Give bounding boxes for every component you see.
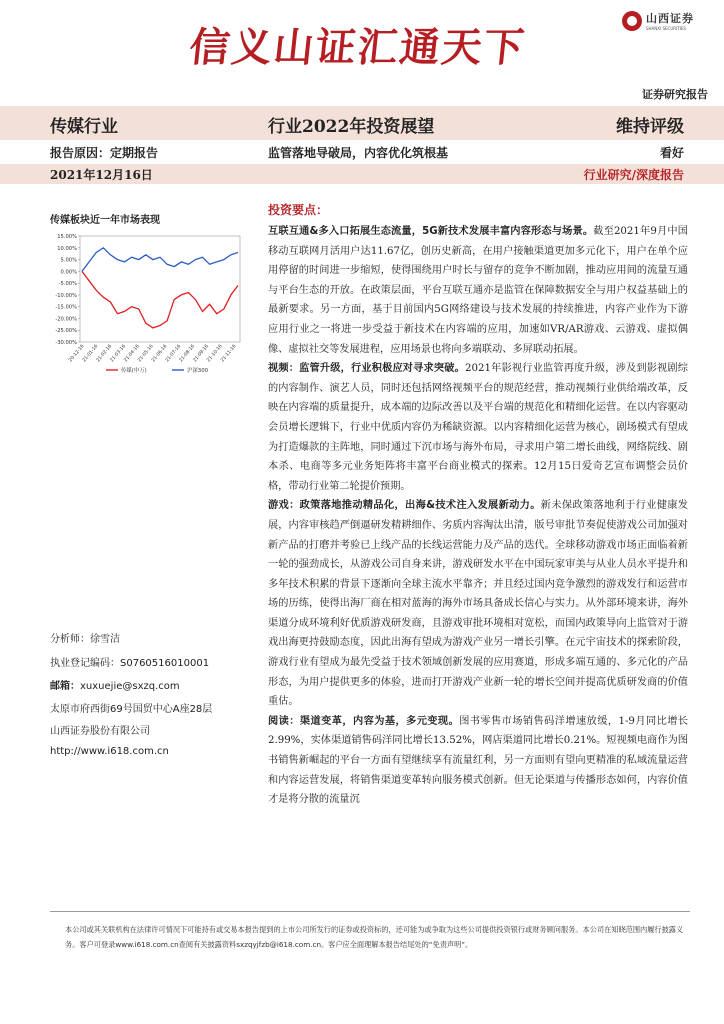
market-performance-chart <box>44 230 248 390</box>
x-tick-label: 21-10-16 <box>206 344 224 364</box>
rating-label: 维持评级 <box>616 117 684 137</box>
y-tick-label: -20.00% <box>55 316 77 323</box>
chart-title: 传媒板块近一年市场表现 <box>50 215 160 226</box>
x-tick-label: 20-12-16 <box>68 344 86 364</box>
logo-mark-icon <box>622 11 642 31</box>
report-body <box>268 222 688 810</box>
x-tick-label: 21-02-16 <box>95 344 114 364</box>
analyst-email-row <box>50 677 180 692</box>
paragraph-games: 游戏：政策落地推动精品化，出海&技术注入发展新动力。新未保政策落地利于行业健康发展，内容审核趋严倒逼研发精耕细作、劣质内容淘汰出清，版号审批节奏促使游戏公司加强对新产品的打磨并考验已上线产品的长线运营能力及产品的迭代。全球移动游戏市场正面临着新一轮的强劲成长，从游戏公司自身来讲，游戏研发水平在中国玩家审美与从业人员水平提升和多年技术积累的背景下逐渐向全球主流水平靠齐；并且经过国内竞争激烈的游戏发行和运营市场的历练，使得出海厂商在相对蓝海的海外市场具备成长信心与实力。从外部环境来讲，海外渠道分成环境利好优质游戏研发商，且游戏审批环境相对宽松，而国内政策导向上监管对于游戏出海更持鼓励态度，因此出海有望成为游戏产业另一增长引擎。在元宇宙技术的探索阶段，游戏行业有望成为最先受益于技术领域创新发展的应用赛道，形成多端互通的、多元化的产品形态，为用户提供更多的体验，进而打开游戏产业新一轮的增长空间并提高优质研发商的价值重估。 <box>268 500 689 708</box>
footer-divider <box>50 911 690 912</box>
series-line-0 <box>82 271 238 328</box>
report-reason: 报告原因：定期报告 <box>50 146 159 160</box>
report-title: 行业2022年投资展望 <box>268 117 435 137</box>
x-tick-label: 21-08-16 <box>178 344 197 364</box>
report-date: 2021年12月16日 <box>50 168 153 182</box>
analyst-address: 太原市府西街69号国贸中心A座28层 <box>50 704 213 715</box>
x-tick-label: 21-03-16 <box>109 344 127 364</box>
disclaimer-footer: 本公司或其关联机构在法律许可情况下可能持有或交易本报告提到的上市公司所发行的证券或投资标的，还可能为或争取为这些公司提供投资银行或财务顾问服务。本公司在知晓范围内履行披露义务。客户可登录www.i618.com.cn查阅有关披露资料sxzqyjfzb@i618.com.cn。客户应全面理解本报告结尾处的“免责声明”。 <box>65 925 684 949</box>
paragraph-video: 视频：监管升级，行业积极应对寻求突破。2021年影视行业监管再度升级，涉及到影视剧综的内容制作、演艺人员，同时还包括网络视频平台的规范经营，推动视频行业供给端改革，反映在内容端的质量提升，成本端的边际改善以及平台端的规范化和精细化运营。在以内容驱动会员增长逻辑下，行业中优质内容仍为稀缺资源。以内容精细化运营为核心，剧场模式有望成为打造爆款的主阵地，同时通过下沉市场与海外布局，寻求用户第二增长曲线，网络院线、剧本杀、电商等多元业务矩阵将丰富平台商业模式的探索。12月15日爱奇艺宣布调整会员价格，带动行业第二轮提价预期。 <box>268 363 688 492</box>
chart-svg <box>44 230 248 390</box>
company-name: 山西证券股份有限公司 <box>50 726 150 737</box>
header-slogan: 信义山证汇通天下 <box>187 24 529 71</box>
x-tick-label: 21-11-16 <box>220 344 238 364</box>
y-tick-label: 15.00% <box>57 234 77 240</box>
company-website[interactable]: http://www.i618.com.cn <box>50 746 169 757</box>
y-tick-label: -25.00% <box>55 328 77 335</box>
legend-label-0: 传媒(申万) <box>121 368 147 374</box>
legend-label-1: 沪深300 <box>187 368 209 374</box>
paragraph-internet: 互联互通&多入口拓展生态流量，5G新技术发展丰富内容形态与场景。截至2021年9月中国移动互联网月活用户达11.67亿，创历史新高，在用户接触渠道更加多元化下，用户在单个应用停留的时间进一步缩短，使得围绕用户时长与留存的竞争不断加剧，推动应用间的流量互通与平台生态的开放。在政策层面，平台互联互通亦是监管在保障数据安全与用户权益基础上的最新要求。另一方面，基于目前国内5G网络建设与技术发展的持续推进，内容产业作为下游应用行业之一将进一步受益于新技术在内容端的应用，加速如VR/AR游戏、云游戏、虚拟偶像、虚拟社交等发展进程，应用场景也将向多端联动、多屏联动拓展。 <box>268 226 688 355</box>
report-category: 行业研究/深度报告 <box>583 168 684 182</box>
key-points-title: 投资要点： <box>268 203 329 217</box>
report-subtitle: 监管落地导破局，内容优化筑根基 <box>268 146 449 160</box>
y-tick-label: -15.00% <box>55 304 77 311</box>
x-tick-label: 21-04-16 <box>123 344 141 364</box>
x-tick-label: 21-05-16 <box>137 344 155 364</box>
y-tick-label: 10.00% <box>57 245 77 252</box>
y-tick-label: -30.00% <box>55 340 77 346</box>
analyst-email[interactable]: xuxuejie@sxzq.com <box>80 681 180 692</box>
x-tick-label: 21-09-16 <box>192 344 210 364</box>
analyst-cert: 执业登记编码：S0760516010001 <box>50 658 210 669</box>
x-tick-label: 21-07-16 <box>165 344 183 364</box>
report-type-label: 证券研究报告 <box>642 88 708 101</box>
y-tick-label: 5.00% <box>60 257 77 264</box>
rating-value: 看好 <box>659 146 684 160</box>
series-line-1 <box>82 248 238 271</box>
y-tick-label: -10.00% <box>55 292 77 299</box>
company-logo <box>622 10 694 31</box>
header-band-date <box>0 164 724 184</box>
logo-text-en: SHANXI SECURITIES <box>646 26 686 31</box>
logo-text-cn: 山西证券 <box>646 12 694 25</box>
analyst-name: 分析师：徐雪洁 <box>50 634 120 645</box>
paragraph-reading: 阅读：渠道变革，内容为基，多元变现。图书零售市场销售码洋增速放缓，1-9月同比增长2.99%，实体渠道销售码洋同比增长13.52%，网店渠道同比增长0.21%。短视频电商作为图书销售新崛起的平台一方面有望继续享有流量红利，另一方面则有望向更精准的私域流量运营和内容运营发展，将销售渠道变革转向服务模式创新。但无论渠道与传播形态如何，内容价值才是将分散的流量沉 <box>268 715 689 806</box>
x-tick-label: 21-01-16 <box>82 344 100 364</box>
header-band-sub <box>0 140 724 164</box>
header-band-main <box>0 106 724 140</box>
y-tick-label: -5.00% <box>58 281 77 288</box>
y-tick-label: 0.00% <box>60 269 77 276</box>
x-tick-label: 21-06-16 <box>151 344 169 364</box>
industry-label: 传媒行业 <box>50 117 118 137</box>
analyst-email-label: 邮箱： <box>50 681 80 692</box>
